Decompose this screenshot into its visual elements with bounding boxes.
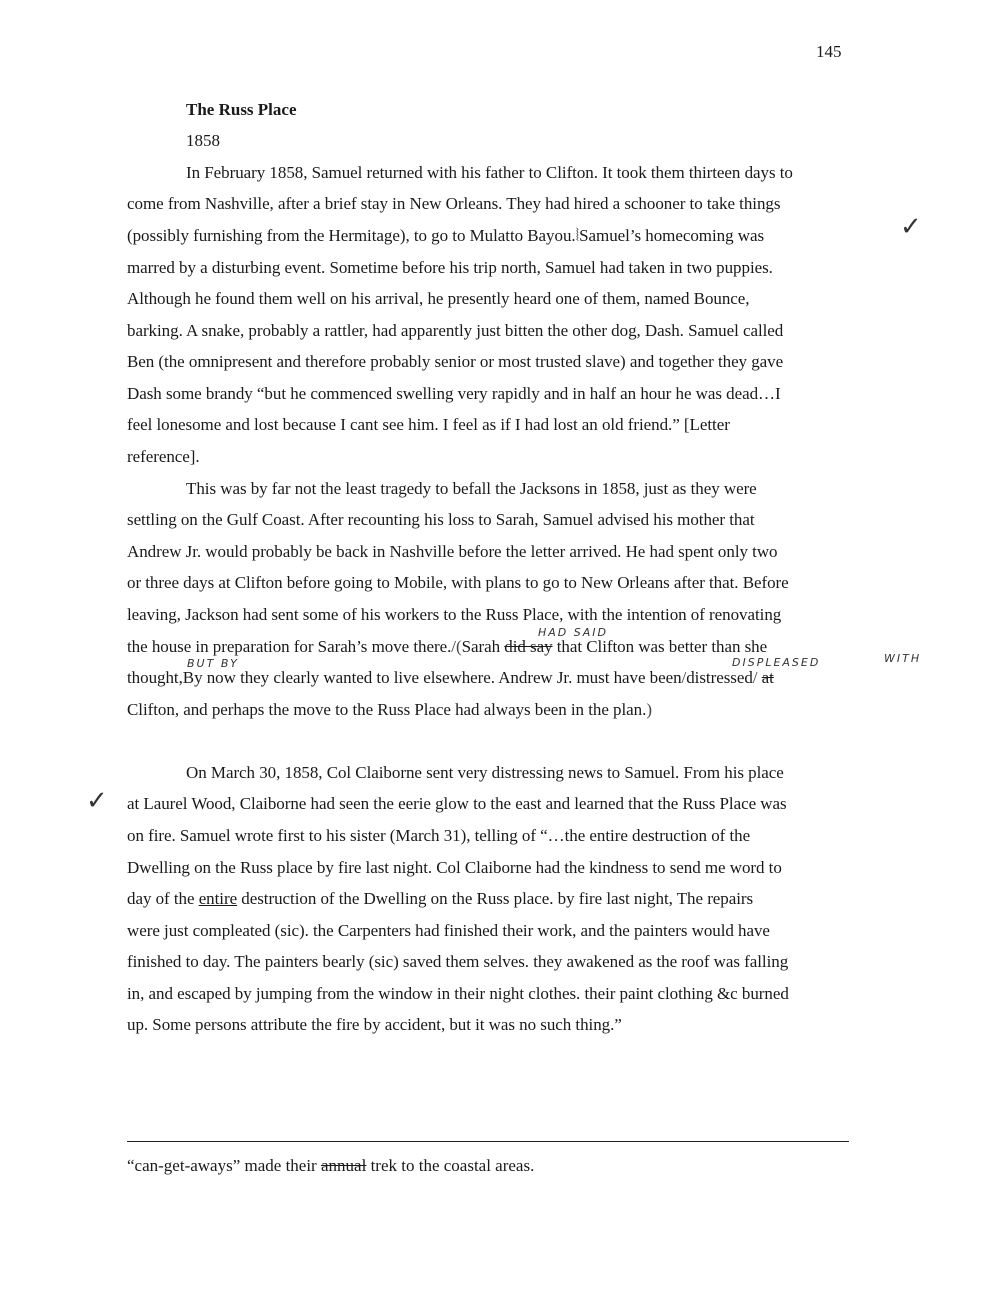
- text-line: Dash some brandy “but he commenced swelling very rapidly and in half an hour he was dead…I: [127, 384, 781, 403]
- text-line: barking. A snake, probably a rattler, had apparently just bitten the other dog, Dash. Samuel called: [127, 321, 784, 340]
- text-line: come from Nashville, after a brief stay in New Orleans. They had hired a schooner to take things: [127, 194, 781, 213]
- text-span: thought,: [127, 668, 183, 687]
- struck-text: did say: [504, 637, 553, 656]
- text-line: were just compleated (sic). the Carpenters had finished their work, and the painters would have: [127, 921, 770, 940]
- text-span: Clifton, and perhaps the move to the Russ Place had always been in the plan.: [127, 700, 647, 719]
- footnote: [127, 1156, 534, 1176]
- check-mark-icon: ✓: [900, 212, 922, 242]
- insertion-mark: /: [681, 668, 687, 687]
- text-line: This was by far not the least tragedy to befall the Jacksons in 1858, just as they were: [186, 479, 757, 498]
- text-line: Ben (the omnipresent and therefore probably senior or most trusted slave) and together they gave: [127, 352, 784, 371]
- text-line: Dwelling on the Russ place by fire last night. Col Claiborne had the kindness to send me word to: [127, 858, 782, 877]
- text-span: Sarah: [461, 637, 501, 656]
- section-heading: The Russ Place: [186, 100, 297, 119]
- text-line: at Laurel Wood, Claiborne had seen the eerie glow to the east and learned that the Russ Place was: [127, 794, 787, 813]
- text-line: up. Some persons attribute the fire by accident, but it was no such thing.”: [127, 1015, 622, 1034]
- insertion-mark: /: [752, 668, 762, 687]
- handwritten-with: WITH: [884, 652, 922, 665]
- text-line: [127, 700, 652, 720]
- text-span: “can-get-aways” made their: [127, 1156, 321, 1175]
- text-line: settling on the Gulf Coast. After recounting his loss to Sarah, Samuel advised his mother that: [127, 510, 755, 529]
- text-line: [127, 668, 774, 688]
- struck-text: annual: [320, 1156, 367, 1175]
- check-mark-icon: ✓: [86, 786, 108, 816]
- text-line: Andrew Jr. would probably be back in Nashville before the letter arrived. He had spent only two: [127, 542, 778, 561]
- text-line: or three days at Clifton before going to Mobile, with plans to go to New Orleans after that. Before: [127, 573, 789, 592]
- text-span: distressed: [686, 668, 753, 687]
- insertion-mark: ): [646, 700, 652, 719]
- text-line: [127, 226, 764, 246]
- underlined-text: entire: [198, 889, 238, 908]
- text-line: [127, 637, 767, 657]
- insertion-mark: /(: [451, 637, 462, 656]
- text-line: leaving, Jackson had sent some of his workers to the Russ Place, with the intention of renovating: [127, 605, 782, 624]
- text-line: feel lonesome and lost because I cant see him. I feel as if I had lost an old friend.” [Letter: [127, 415, 730, 434]
- text-line: On March 30, 1858, Col Claiborne sent very distressing news to Samuel. From his place: [186, 763, 784, 782]
- handwritten-had-said: HAD SAID: [538, 626, 608, 639]
- text-line: reference].: [127, 447, 200, 466]
- text-span: that Clifton was better than she: [556, 637, 768, 656]
- text-line: [127, 889, 753, 909]
- struck-text: at: [761, 668, 774, 687]
- text-span: the house in preparation for Sarah’s move there.: [127, 637, 452, 656]
- text-line: in, and escaped by jumping from the window in their night clothes. their paint clothing &c burned: [127, 984, 789, 1003]
- insertion-mark: ⦚: [575, 226, 580, 245]
- footnote-divider: [127, 1141, 849, 1142]
- section-year: 1858: [186, 131, 220, 150]
- handwritten-displeased: DISPLEASED: [732, 656, 821, 669]
- text-line: marred by a disturbing event. Sometime before his trip north, Samuel had taken in two puppies.: [127, 258, 773, 277]
- text-line: Although he found them well on his arrival, he presently heard one of them, named Bounce,: [127, 289, 750, 308]
- page-number: 145: [816, 42, 842, 61]
- text-span: (possibly furnishing from the Hermitage), to go to Mulatto Bayou.: [127, 226, 576, 245]
- text-span: trek to the coastal areas.: [366, 1156, 535, 1175]
- text-line: on fire. Samuel wrote first to his sister (March 31), telling of “…the entire destruction of the: [127, 826, 751, 845]
- text-span: day of the: [127, 889, 199, 908]
- handwritten-but-by: BUT BY: [187, 657, 239, 670]
- text-line: In February 1858, Samuel returned with his father to Clifton. It took them thirteen days to: [186, 163, 793, 182]
- text-span: destruction of the Dwelling on the Russ place. by fire last night, The repairs: [237, 889, 754, 908]
- text-line: finished to day. The painters bearly (sic) saved them selves. they awakened as the roof was falling: [127, 952, 789, 971]
- text-span: Samuel’s homecoming was: [579, 226, 765, 245]
- text-span: By now they clearly wanted to live elsewhere. Andrew Jr. must have been: [182, 668, 682, 687]
